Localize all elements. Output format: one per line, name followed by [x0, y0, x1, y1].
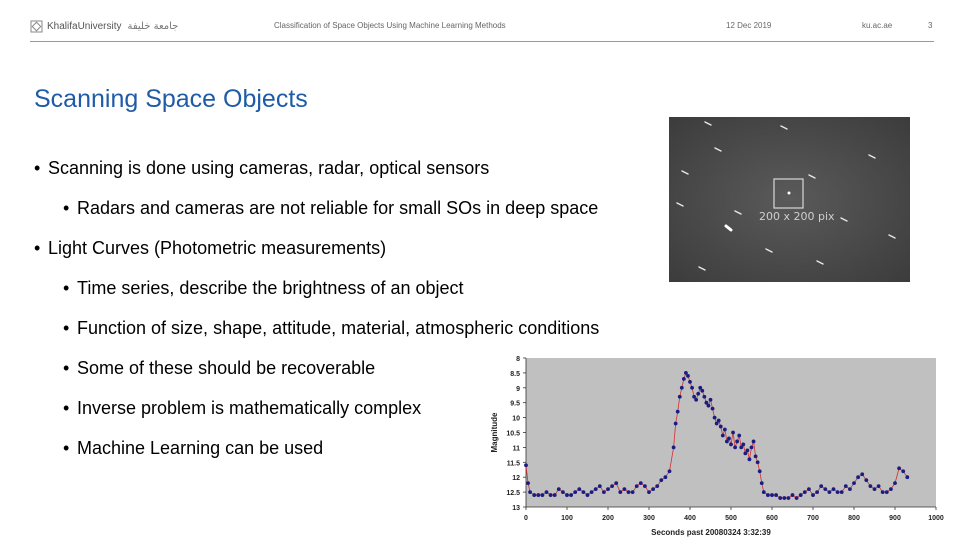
- data-point: [664, 475, 668, 479]
- data-point: [623, 487, 627, 491]
- x-tick-label: 700: [807, 515, 819, 522]
- bullet-text: Function of size, shape, attitude, material, atmospheric conditions: [77, 318, 600, 338]
- data-point: [647, 490, 651, 494]
- data-point: [881, 490, 885, 494]
- data-point: [735, 440, 739, 444]
- data-point: [828, 490, 832, 494]
- data-point: [682, 377, 686, 381]
- bullet-text: Radars and cameras are not reliable for small SOs in deep space: [77, 198, 599, 218]
- data-point: [606, 487, 610, 491]
- x-tick-label: 500: [725, 515, 737, 522]
- data-point: [752, 440, 756, 444]
- data-point: [598, 484, 602, 488]
- data-point: [618, 490, 622, 494]
- y-tick-label: 8.5: [510, 370, 520, 378]
- data-point: [893, 481, 897, 485]
- data-point: [750, 446, 754, 450]
- data-point: [815, 490, 819, 494]
- data-point: [557, 487, 561, 491]
- data-point: [762, 490, 766, 494]
- light-curve-chart: [488, 352, 944, 540]
- x-tick-label: 100: [561, 515, 573, 522]
- bullet-text: Time series, describe the brightness of an object: [77, 278, 464, 298]
- y-tick-label: 9.5: [510, 400, 520, 408]
- data-point: [803, 490, 807, 494]
- data-point: [565, 493, 569, 497]
- data-point: [811, 493, 815, 497]
- university-emblem-icon: [30, 20, 43, 33]
- x-tick-label: 900: [889, 515, 901, 522]
- data-point: [549, 493, 553, 497]
- data-point: [897, 466, 901, 470]
- y-tick-label: 11.5: [506, 460, 520, 468]
- data-point: [528, 490, 532, 494]
- data-point: [602, 490, 606, 494]
- x-axis-label: Seconds past 20080324 3:32:39: [651, 528, 771, 537]
- data-point: [873, 487, 877, 491]
- data-point: [860, 472, 864, 476]
- data-point: [766, 493, 770, 497]
- header-divider: [30, 41, 934, 42]
- slide-header: [0, 0, 960, 44]
- data-point: [856, 475, 860, 479]
- data-point: [770, 493, 774, 497]
- bullet-item: [34, 238, 386, 259]
- data-point: [627, 490, 631, 494]
- data-point: [561, 490, 565, 494]
- data-point: [696, 392, 700, 396]
- data-point: [721, 434, 725, 438]
- presentation-title: Classification of Space Objects Using Machine Learning Methods: [274, 21, 506, 30]
- data-point: [569, 493, 573, 497]
- data-point: [709, 398, 713, 402]
- data-point: [582, 490, 586, 494]
- bullet-marker: •: [63, 438, 70, 458]
- data-point: [659, 478, 663, 482]
- data-point: [791, 493, 795, 497]
- x-tick-label: 1000: [928, 515, 944, 522]
- data-point: [668, 469, 672, 473]
- bullet-marker: •: [63, 318, 70, 338]
- data-point: [787, 496, 791, 500]
- data-point: [545, 490, 549, 494]
- bullet-text: Machine Learning can be used: [77, 438, 324, 458]
- data-point: [799, 493, 803, 497]
- x-tick-label: 400: [684, 515, 696, 522]
- data-point: [840, 490, 844, 494]
- khalifa-university-logo: [30, 18, 178, 34]
- data-point: [723, 428, 727, 432]
- page-number: 3: [928, 21, 933, 30]
- bullet-marker: •: [34, 238, 41, 258]
- data-point: [707, 404, 711, 408]
- data-point: [536, 493, 540, 497]
- plot-area: [526, 358, 936, 507]
- data-point: [758, 469, 762, 473]
- logo-arabic-text: جامعة خليفة: [127, 20, 179, 32]
- data-point: [756, 460, 760, 464]
- data-point: [686, 374, 690, 378]
- data-point: [832, 487, 836, 491]
- data-point: [731, 431, 735, 435]
- data-point: [754, 454, 758, 458]
- data-point: [614, 481, 618, 485]
- bullet-text: Scanning is done using cameras, radar, optical sensors: [48, 158, 490, 178]
- data-point: [711, 407, 715, 411]
- data-point: [782, 496, 786, 500]
- bullet-marker: •: [34, 158, 41, 178]
- bullet-marker: •: [63, 358, 70, 378]
- data-point: [760, 481, 764, 485]
- data-point: [852, 481, 856, 485]
- slide-title: Scanning Space Objects: [34, 85, 308, 113]
- star-streaks-photo: [669, 117, 910, 282]
- data-point: [586, 493, 590, 497]
- bullet-item: [63, 438, 323, 459]
- data-point: [727, 437, 731, 441]
- data-point: [719, 425, 723, 429]
- data-point: [594, 487, 598, 491]
- data-point: [524, 463, 528, 467]
- bullet-text: Some of these should be recoverable: [77, 358, 376, 378]
- data-point: [694, 398, 698, 402]
- y-tick-label: 13: [512, 505, 520, 512]
- bullet-text: Inverse problem is mathematically complex: [77, 398, 422, 418]
- image-size-label: 200 x 200 pix: [759, 210, 835, 223]
- data-point: [639, 481, 643, 485]
- data-point: [774, 493, 778, 497]
- bullet-marker: •: [63, 398, 70, 418]
- y-tick-label: 10: [512, 415, 520, 423]
- data-point: [526, 481, 530, 485]
- bullet-item: [63, 198, 598, 219]
- data-point: [733, 446, 737, 450]
- data-point: [877, 484, 881, 488]
- data-point: [905, 475, 909, 479]
- data-point: [729, 443, 733, 447]
- data-point: [807, 487, 811, 491]
- sky-survey-image: [669, 117, 910, 282]
- logo-text: KhalifaUniversity: [47, 20, 122, 32]
- data-point: [746, 448, 750, 452]
- data-point: [819, 484, 823, 488]
- bullet-marker: •: [63, 198, 70, 218]
- y-tick-label: 12.5: [506, 490, 520, 498]
- data-point: [573, 490, 577, 494]
- y-tick-label: 9: [516, 385, 520, 393]
- bullet-item: [63, 358, 375, 379]
- data-point: [748, 457, 752, 461]
- x-tick-label: 0: [524, 515, 528, 522]
- data-point: [737, 434, 741, 438]
- y-tick-label: 8: [516, 356, 520, 363]
- data-point: [717, 419, 721, 423]
- data-point: [702, 395, 706, 399]
- bullet-item: [63, 318, 599, 339]
- data-point: [680, 386, 684, 390]
- data-point: [553, 493, 557, 497]
- bullet-marker: •: [63, 278, 70, 298]
- data-point: [690, 386, 694, 390]
- data-point: [688, 380, 692, 384]
- data-point: [590, 490, 594, 494]
- data-point: [678, 395, 682, 399]
- presentation-date: 12 Dec 2019: [726, 21, 772, 30]
- data-point: [541, 493, 545, 497]
- data-point: [672, 446, 676, 450]
- data-point: [631, 490, 635, 494]
- y-tick-label: 12: [512, 475, 520, 483]
- data-point: [674, 422, 678, 426]
- data-point: [885, 490, 889, 494]
- data-point: [651, 487, 655, 491]
- x-tick-label: 800: [848, 515, 860, 522]
- bullet-item: [63, 398, 421, 419]
- data-point: [795, 496, 799, 500]
- y-axis-label: Magnitude: [490, 412, 499, 453]
- data-point: [676, 410, 680, 414]
- data-point: [635, 484, 639, 488]
- bullet-item: [63, 278, 464, 299]
- data-point: [577, 487, 581, 491]
- data-point: [778, 496, 782, 500]
- x-tick-label: 600: [766, 515, 778, 522]
- website: ku.ac.ae: [862, 21, 893, 30]
- data-point: [836, 490, 840, 494]
- x-tick-label: 200: [602, 515, 614, 522]
- data-point: [610, 484, 614, 488]
- data-point: [889, 487, 893, 491]
- x-tick-label: 300: [643, 515, 655, 522]
- data-point: [869, 484, 873, 488]
- data-point: [741, 443, 745, 447]
- y-tick-label: 11: [512, 445, 520, 453]
- data-point: [700, 389, 704, 393]
- bullet-text: Light Curves (Photometric measurements): [48, 238, 387, 258]
- data-point: [643, 484, 647, 488]
- data-point: [848, 487, 852, 491]
- data-point: [655, 484, 659, 488]
- bullet-item: [34, 158, 489, 179]
- data-point: [713, 416, 717, 420]
- data-point: [864, 478, 868, 482]
- y-tick-label: 10.5: [506, 430, 520, 438]
- data-point: [901, 469, 905, 473]
- data-point: [823, 487, 827, 491]
- data-point: [844, 484, 848, 488]
- data-point: [532, 493, 536, 497]
